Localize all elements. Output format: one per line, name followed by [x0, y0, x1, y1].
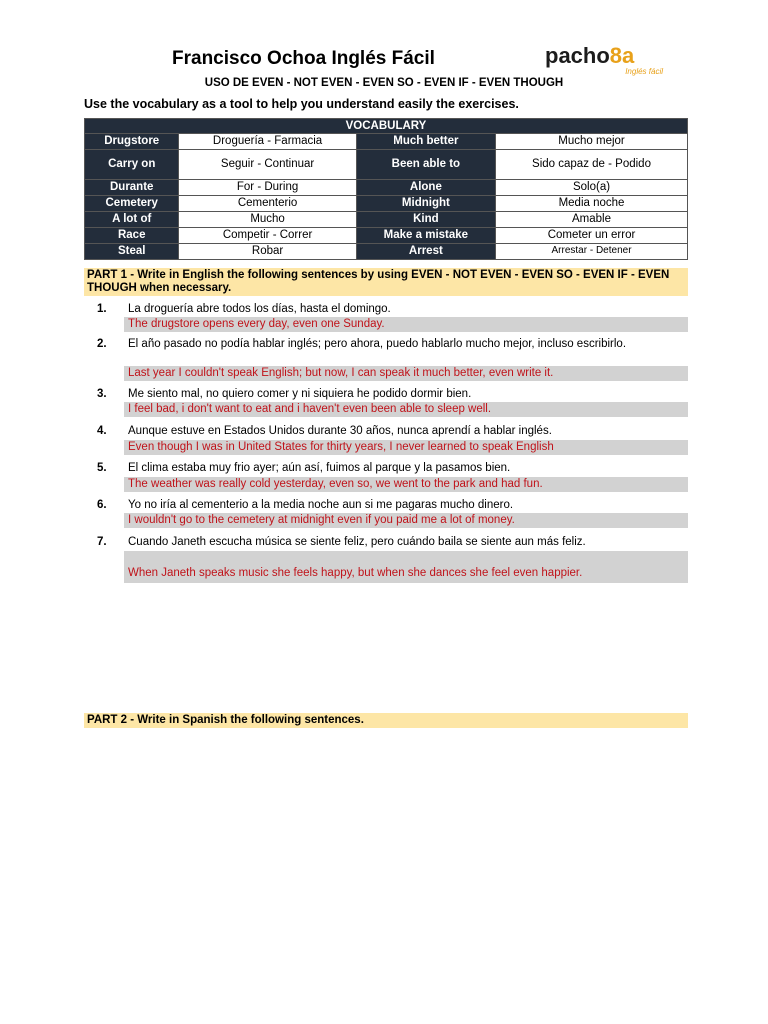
vocab-term: A lot of	[85, 212, 179, 228]
logo-number: 8a	[609, 43, 635, 68]
item-question: Cuando Janeth escucha música se siente feliz, pero cuándo baila se siente aun más feliz.	[128, 536, 586, 548]
logo-tagline: Inglés fácil	[625, 67, 663, 76]
item-number: 7.	[97, 536, 107, 548]
vocab-meaning: Droguería - Farmacia	[179, 134, 356, 150]
item-question: Me siento mal, no quiero comer y ni siquiera he podido dormir bien.	[128, 388, 472, 400]
vocab-term: Race	[85, 228, 179, 244]
item-number: 1.	[97, 303, 107, 315]
item-answer: I feel bad, i don't want to eat and i haven't even been able to sleep well.	[124, 402, 688, 417]
vocab-meaning: Robar	[179, 244, 356, 260]
item-question: Aunque estuve en Estados Unidos durante 30 años, nunca aprendí a hablar inglés.	[128, 425, 552, 437]
vocab-term: Arrest	[356, 244, 495, 260]
item-number: 6.	[97, 499, 107, 511]
vocabulary-table	[84, 118, 688, 260]
logo-word: pacho	[545, 43, 610, 68]
vocab-meaning: Mucho	[179, 212, 356, 228]
vocab-term: Much better	[356, 134, 495, 150]
item-answer: Last year I couldn't speak English; but now, I can speak it much better, even write it.	[124, 366, 688, 381]
vocab-term: Cemetery	[85, 196, 179, 212]
vocab-meaning: Cometer un error	[496, 228, 688, 244]
vocab-term: Steal	[85, 244, 179, 260]
item-answer: The weather was really cold yesterday, even so, we went to the park and had fun.	[124, 477, 688, 492]
item-number: 3.	[97, 388, 107, 400]
part1-heading: PART 1 - Write in English the following sentences by using EVEN - NOT EVEN - EVEN SO - EVEN IF - EVEN THOUGH when necessary.	[84, 268, 688, 296]
vocab-meaning: Arrestar - Detener	[496, 244, 688, 260]
item-number: 5.	[97, 462, 107, 474]
vocab-meaning: For - During	[179, 180, 356, 196]
vocab-meaning: Amable	[496, 212, 688, 228]
vocab-term: Alone	[356, 180, 495, 196]
vocab-meaning: Sido capaz de - Podido	[496, 150, 688, 180]
vocab-meaning: Solo(a)	[496, 180, 688, 196]
item-answer: I wouldn't go to the cemetery at midnight even if you paid me a lot of money.	[124, 513, 688, 528]
item-question: La droguería abre todos los días, hasta el domingo.	[128, 303, 391, 315]
vocab-meaning: Cementerio	[179, 196, 356, 212]
item-answer: The drugstore opens every day, even one Sunday.	[124, 317, 688, 332]
vocab-meaning: Seguir - Continuar	[179, 150, 356, 180]
item-number: 2.	[97, 338, 107, 350]
vocab-term: Make a mistake	[356, 228, 495, 244]
vocab-term: Durante	[85, 180, 179, 196]
item-answer: Even though I was in United States for thirty years, I never learned to speak English	[124, 440, 688, 455]
item-answer: When Janeth speaks music she feels happy, but when she dances she feel even happier.	[124, 551, 688, 583]
part2-heading: PART 2 - Write in Spanish the following sentences.	[84, 713, 688, 728]
brand-logo	[545, 43, 665, 76]
vocab-meaning: Competir - Correr	[179, 228, 356, 244]
item-question: El año pasado no podía hablar inglés; pero ahora, puedo hablarlo mucho mejor, incluso escribirlo.	[128, 338, 627, 350]
item-question: Yo no iría al cementerio a la media noche aun si me pagaras mucho dinero.	[128, 499, 514, 511]
item-question: El clima estaba muy frio ayer; aún así, fuimos al parque y la pasamos bien.	[128, 462, 511, 474]
vocab-term: Carry on	[85, 150, 179, 180]
lesson-subtitle: USO DE EVEN - NOT EVEN - EVEN SO - EVEN IF - EVEN THOUGH	[204, 77, 564, 89]
vocab-meaning: Media noche	[496, 196, 688, 212]
vocabulary-header: VOCABULARY	[85, 119, 688, 134]
vocab-term: Drugstore	[85, 134, 179, 150]
vocab-meaning: Mucho mejor	[496, 134, 688, 150]
vocab-term: Kind	[356, 212, 495, 228]
page-header	[0, 38, 768, 74]
vocab-term: Midnight	[356, 196, 495, 212]
page-title: Francisco Ochoa Inglés Fácil	[172, 48, 435, 69]
item-number: 4.	[97, 425, 107, 437]
vocab-term: Been able to	[356, 150, 495, 180]
intro-text: Use the vocabulary as a tool to help you understand easily the exercises.	[84, 97, 519, 111]
